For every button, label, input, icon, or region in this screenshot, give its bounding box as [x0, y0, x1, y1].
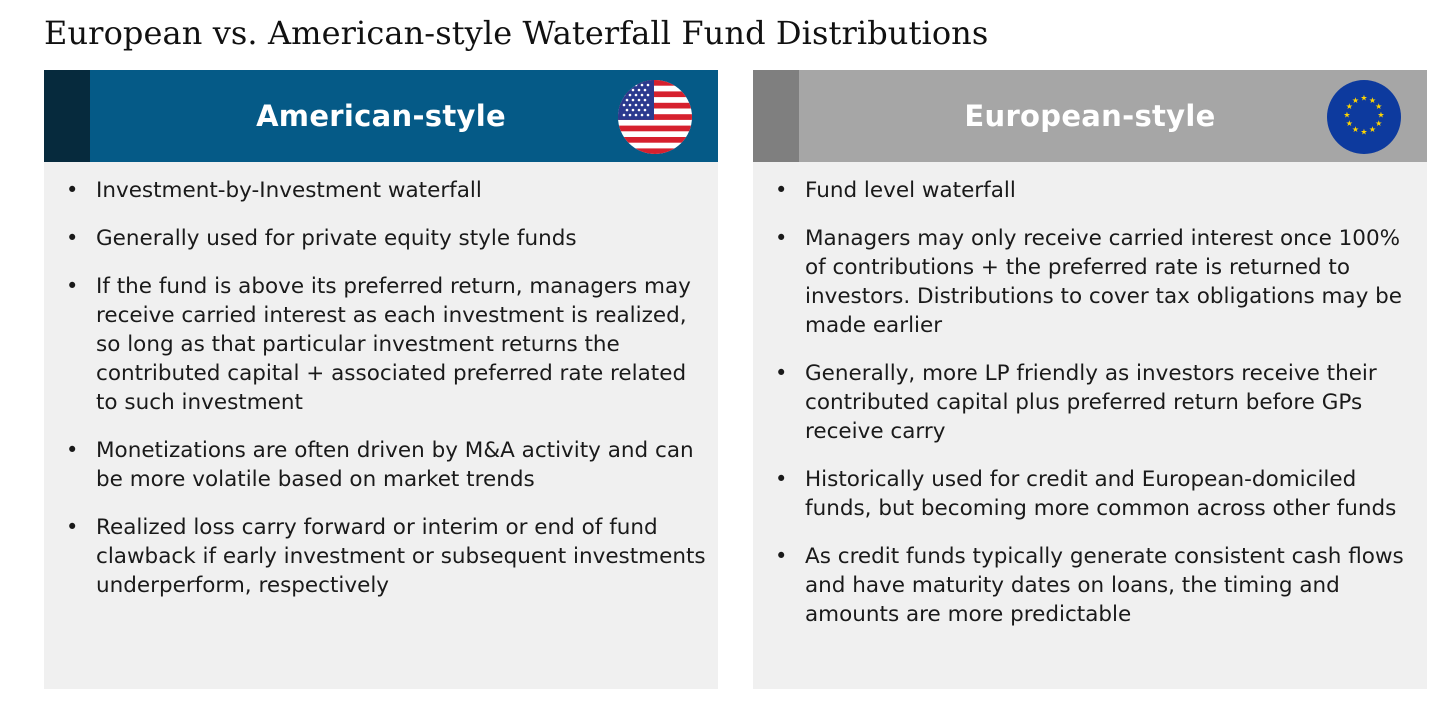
bullet-text: Generally, more LP friendly as investors receive their contributed capital plus preferred return before GPs receive carry: [805, 361, 1377, 444]
bullet-text: Monetizations are often driven by M&A activity and can be more volatile based on market trends: [96, 438, 694, 492]
svg-text:★: ★: [1375, 119, 1383, 128]
american-header-bar: [90, 70, 718, 162]
list-item: • Historically used for credit and European-domiciled funds, but becoming more common across other funds: [775, 467, 1397, 521]
bullet-text: Historically used for credit and European-domiciled funds, but becoming more common across other funds: [805, 467, 1397, 521]
american-header-accent: [44, 70, 90, 162]
european-style-title: European-style: [964, 99, 1216, 133]
eu-flag-icon: [1327, 80, 1401, 154]
list-item: • Generally, more LP friendly as investors receive their contributed capital plus preferred return before GPs receive carry: [775, 361, 1377, 444]
svg-text:★: ★: [1360, 127, 1368, 137]
svg-text:★: ★: [1351, 125, 1360, 135]
bullet-text: Realized loss carry forward or interim or end of fund clawback if early investment or subsequent investments underperform, respectively: [96, 515, 706, 598]
us-flag-icon: [618, 80, 692, 154]
list-item: • As credit funds typically generate consistent cash flows and have maturity dates on loans, the timing and amounts are more predictable: [775, 544, 1404, 627]
american-bullet-list: [44, 162, 718, 600]
svg-text:★: ★: [1345, 102, 1353, 111]
bullet-text: Generally used for private equity style funds: [96, 226, 577, 251]
list-item: • Monetizations are often driven by M&A activity and can be more volatile based on market trends: [66, 438, 694, 492]
bullet-text: If the fund is above its preferred return, managers may receive carried interest as each investment is realized, so long as that particular investment returns the contributed capital + associated preferred rate related to such investment: [96, 274, 691, 415]
svg-text:★: ★: [1351, 95, 1360, 105]
svg-text:★: ★: [1375, 102, 1383, 111]
svg-text:★: ★: [1377, 110, 1385, 120]
svg-text:★: ★: [1368, 125, 1377, 135]
list-item: • Generally used for private equity style funds: [66, 226, 577, 251]
svg-text:★: ★: [1343, 110, 1351, 120]
bullet-text: Investment-by-Investment waterfall: [96, 178, 482, 203]
list-item: • Investment-by-Investment waterfall: [66, 178, 482, 203]
list-item: • Realized loss carry forward or interim or end of fund clawback if early investment or subsequent investments underperform, respectively: [66, 515, 706, 598]
american-style-title: American-style: [256, 99, 506, 133]
european-style-panel: [753, 70, 1427, 689]
american-style-header: [44, 70, 718, 162]
european-header-accent: [753, 70, 799, 162]
european-style-header: [753, 70, 1427, 162]
european-header-bar: [799, 70, 1427, 162]
svg-text:★: ★: [1360, 93, 1368, 103]
list-item: • Managers may only receive carried interest once 100% of contributions + the preferred rate is returned to investors. Distributions to cover tax obligations may be made earlier: [775, 226, 1403, 338]
bullet-text: As credit funds typically generate consistent cash flows and have maturity dates on loans, the timing and amounts are more predictable: [805, 544, 1404, 627]
european-bullet-list: [753, 162, 1427, 629]
svg-text:★: ★: [1345, 119, 1353, 128]
bullet-text: Managers may only receive carried interest once 100% of contributions + the preferred rate is returned to investors. Distributions to cover tax obligations may be made earlier: [805, 226, 1403, 338]
list-item: • If the fund is above its preferred return, managers may receive carried interest as each investment is realized, so long as that particular investment returns the contributed capital + associated preferred rate related to such investment: [66, 274, 691, 415]
bullet-text: Fund level waterfall: [805, 178, 1016, 203]
list-item: • Fund level waterfall: [775, 178, 1016, 203]
page-title: European vs. American-style Waterfall Fund Distributions: [44, 14, 989, 52]
american-style-panel: [44, 70, 718, 689]
svg-text:★: ★: [1368, 95, 1377, 105]
